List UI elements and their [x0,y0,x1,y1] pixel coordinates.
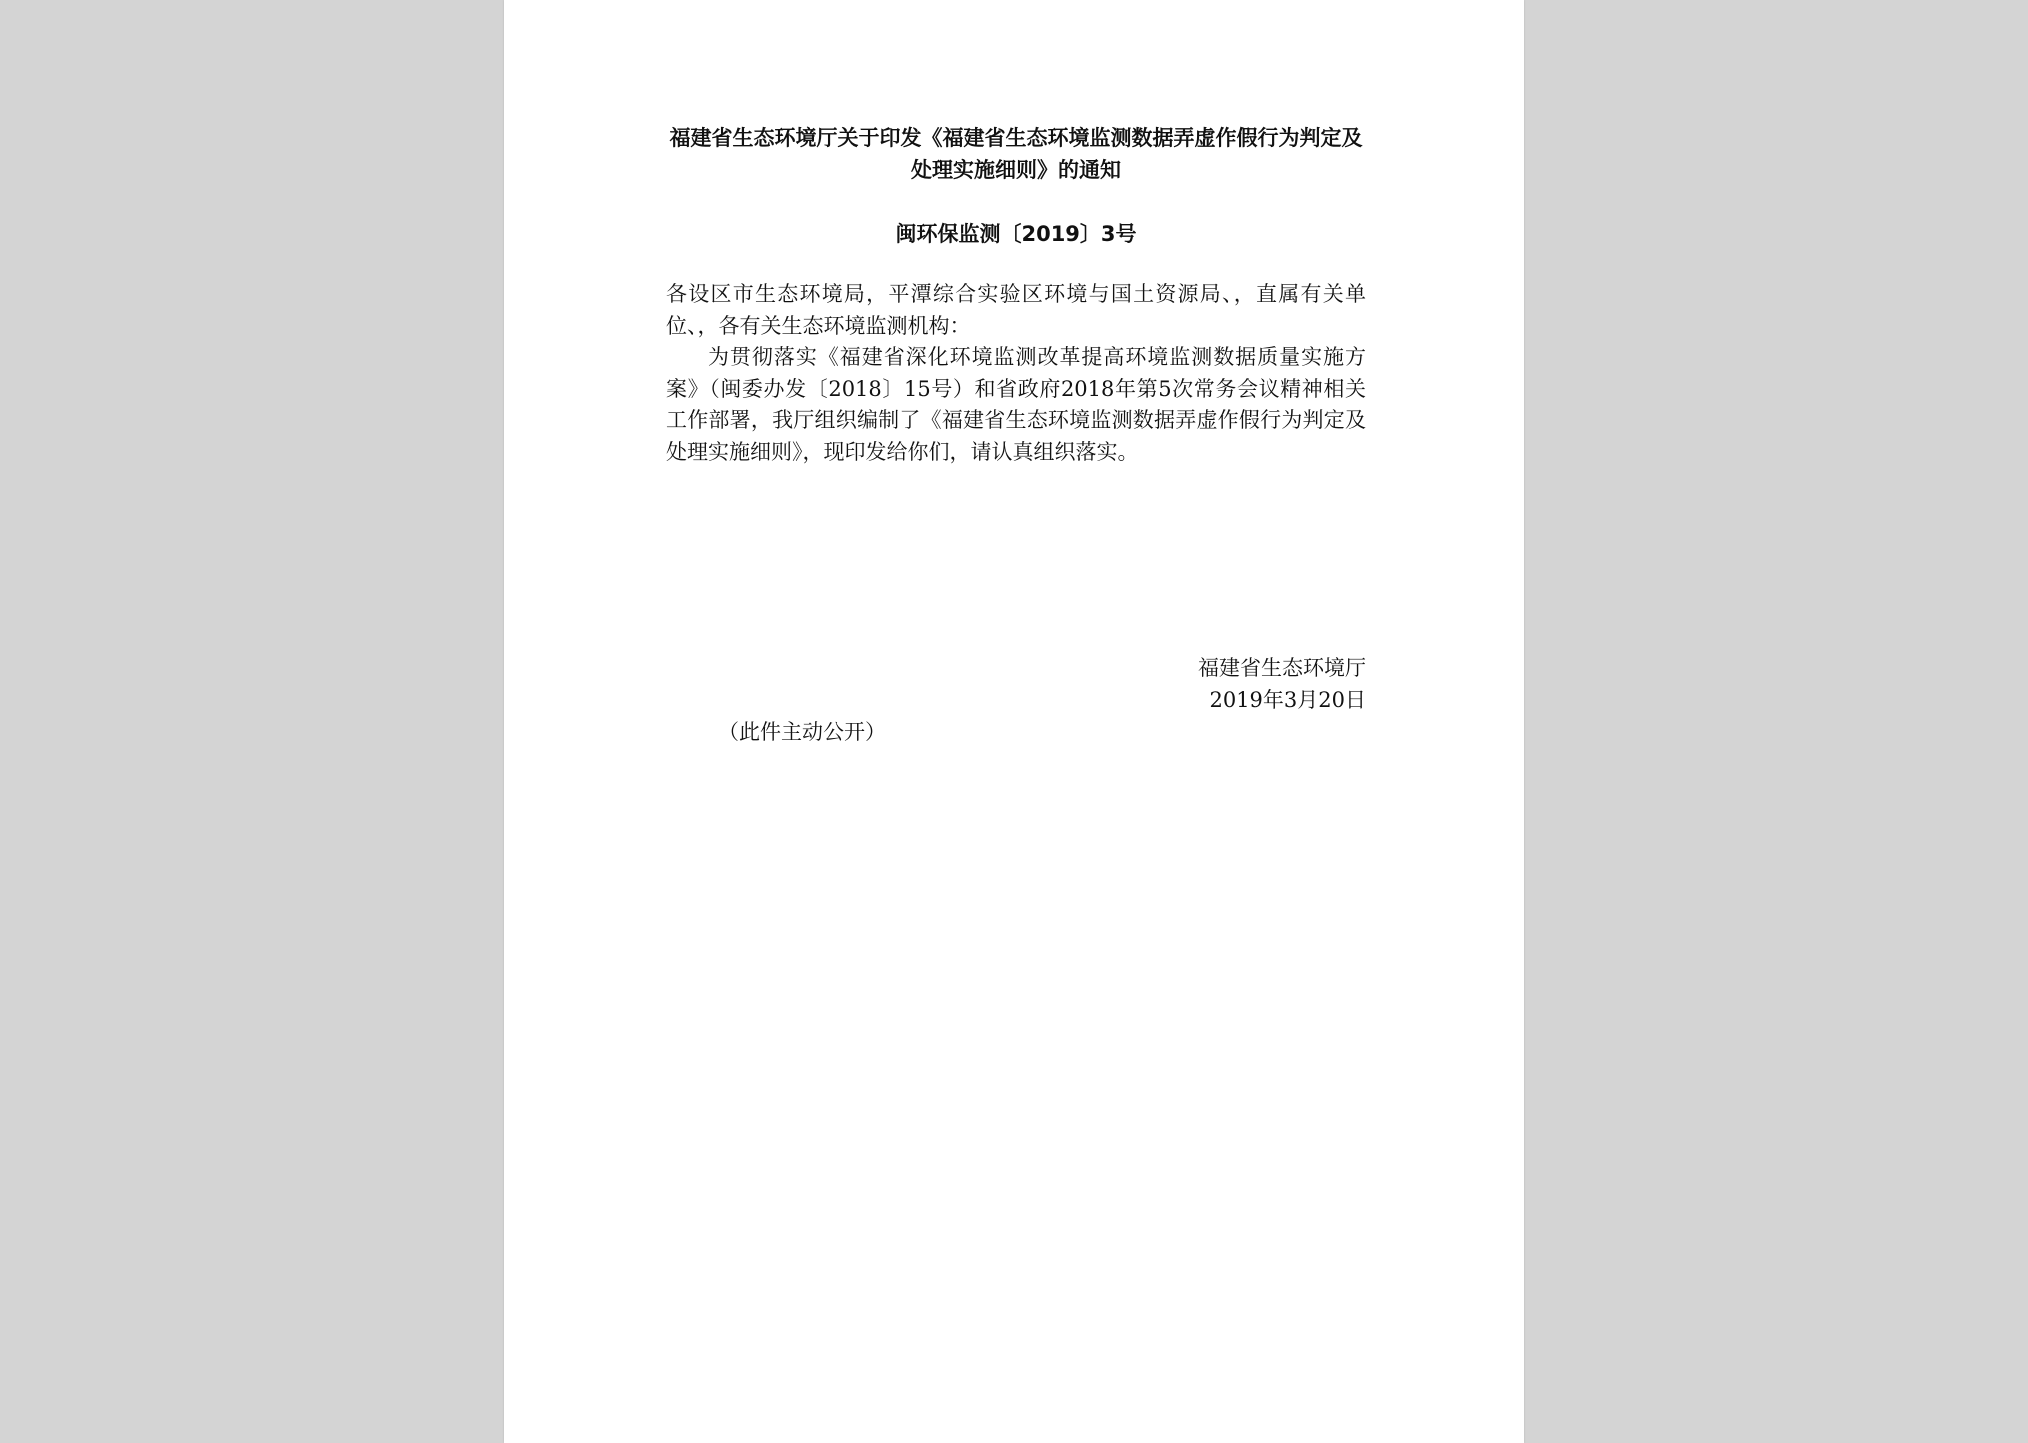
issuer: 福建省生态环境厅 [1198,656,1366,680]
document-page [504,0,1524,1443]
recipients: 各设区市生态环境局，平潭综合实验区环境与国土资源局、，直属有关单位、，各有关生态环境监测机构： [666,282,1366,338]
document-title: 福建省生态环境厅关于印发《福建省生态环境监测数据弄虚作假行为判定及处理实施细则》的通知 [669,126,1363,182]
public-note: （此件主动公开） [718,720,886,744]
body-paragraph: 为贯彻落实《福建省深化环境监测改革提高环境监测数据质量实施方案》（闽委办发〔2018〕15号）和省政府2018年第5次常务会议精神相关工作部署，我厅组织编制了《福建省生态环境监测数据弄虚作假行为判定及处理实施细则》，现印发给你们，请认真组织落实。 [666,345,1366,464]
document-number: 闽环保监测〔2019〕3号 [895,222,1137,246]
issue-date: 2019年3月20日 [1209,688,1366,712]
